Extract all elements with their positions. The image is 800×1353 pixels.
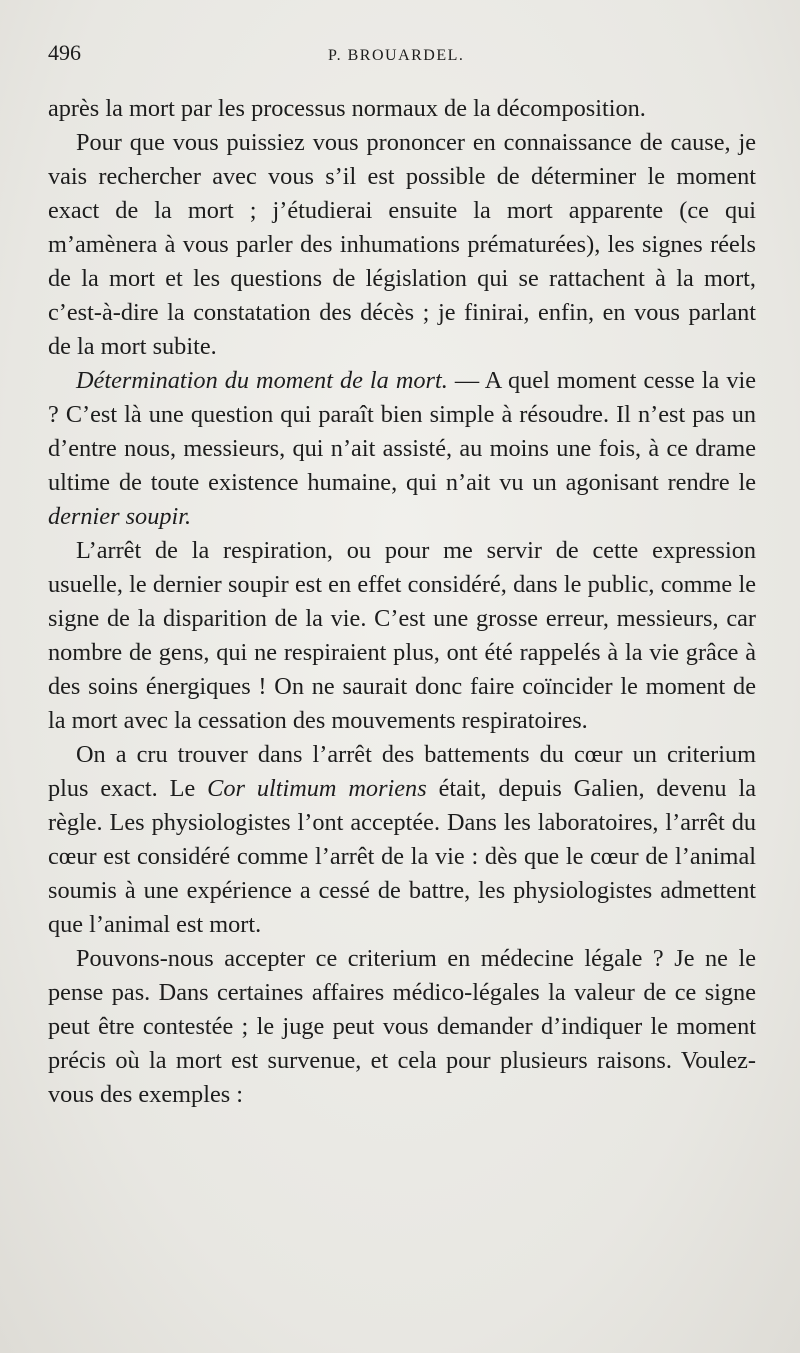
paragraph-4: L’arrêt de la respiration, ou pour me servir de cette expression usuelle, le dernier soupir est en effet considéré, dans le public, comme le signe de la disparition de la vie. C’est une grosse erreur, messieurs, car nombre de gens, qui ne respiraient plus, ont été rappelés à la vie grâce à des soins énergiques ! On ne saurait donc faire coïncider le moment de la mort avec la cessation des mouvements respiratoires. bbox=[48, 537, 756, 734]
paragraph-2: Pour que vous puissiez vous prononcer en connaissance de cause, je vais rechercher avec vous s’il est possible de déterminer le moment exact de la mort ; j’étudierai ensuite la mort apparente (ce qui m’amènera à vous parler des inhumations prématurées), les signes réels de la mort et les questions de législation qui se rattachent à la mort, c’est-à-dire la constatation des décès ; je finirai, enfin, en vous parlant de la mort subite. bbox=[48, 129, 756, 360]
paragraph-3-italic: dernier soupir. bbox=[48, 503, 192, 530]
paragraph-5-text-b: était, depuis Galien, devenu la règle. Les physiologistes l’ont acceptée. Dans les laboratoires, l’arrêt du cœur est considéré comme l’arrêt de la vie : dès que le cœur de l’animal soumis à une expérience a cessé de battre, les physiologistes admettent que l’animal est mort. bbox=[48, 775, 756, 938]
paragraph-3 bbox=[48, 364, 756, 534]
section-title: Détermination du moment de la mort. bbox=[76, 367, 448, 394]
running-head: P. BROUARDEL. bbox=[328, 47, 465, 64]
paragraph-5 bbox=[48, 738, 756, 942]
page-number: 496 bbox=[48, 40, 81, 65]
paragraph-1: après la mort par les processus normaux de la décomposition. bbox=[48, 95, 646, 122]
paragraph-5-text-a: On a cru trouver dans l’arrêt des battements du cœur un criterium plus exact. Le bbox=[48, 741, 756, 802]
paragraph-6: Pouvons-nous accepter ce criterium en médecine légale ? Je ne le pense pas. Dans certaines affaires médico-légales la valeur de ce signe peut être contestée ; le juge peut vous demander d’indiquer le moment précis où la mort est survenue, et cela pour plusieurs raisons. Voulez-vous des exemples : bbox=[48, 945, 756, 1108]
page-header bbox=[48, 40, 756, 80]
latin-phrase: Cor ultimum moriens bbox=[207, 775, 427, 802]
body-text bbox=[48, 92, 756, 1112]
paragraph-3-text: — A quel moment cesse la vie ? C’est là une question qui paraît bien simple à résoudre. Il n’est pas un d’entre nous, messieurs, qui n’ait assisté, au moins une fois, à ce drame ultime de toute existence humaine, qui n’ait vu un agonisant rendre le bbox=[48, 367, 756, 496]
